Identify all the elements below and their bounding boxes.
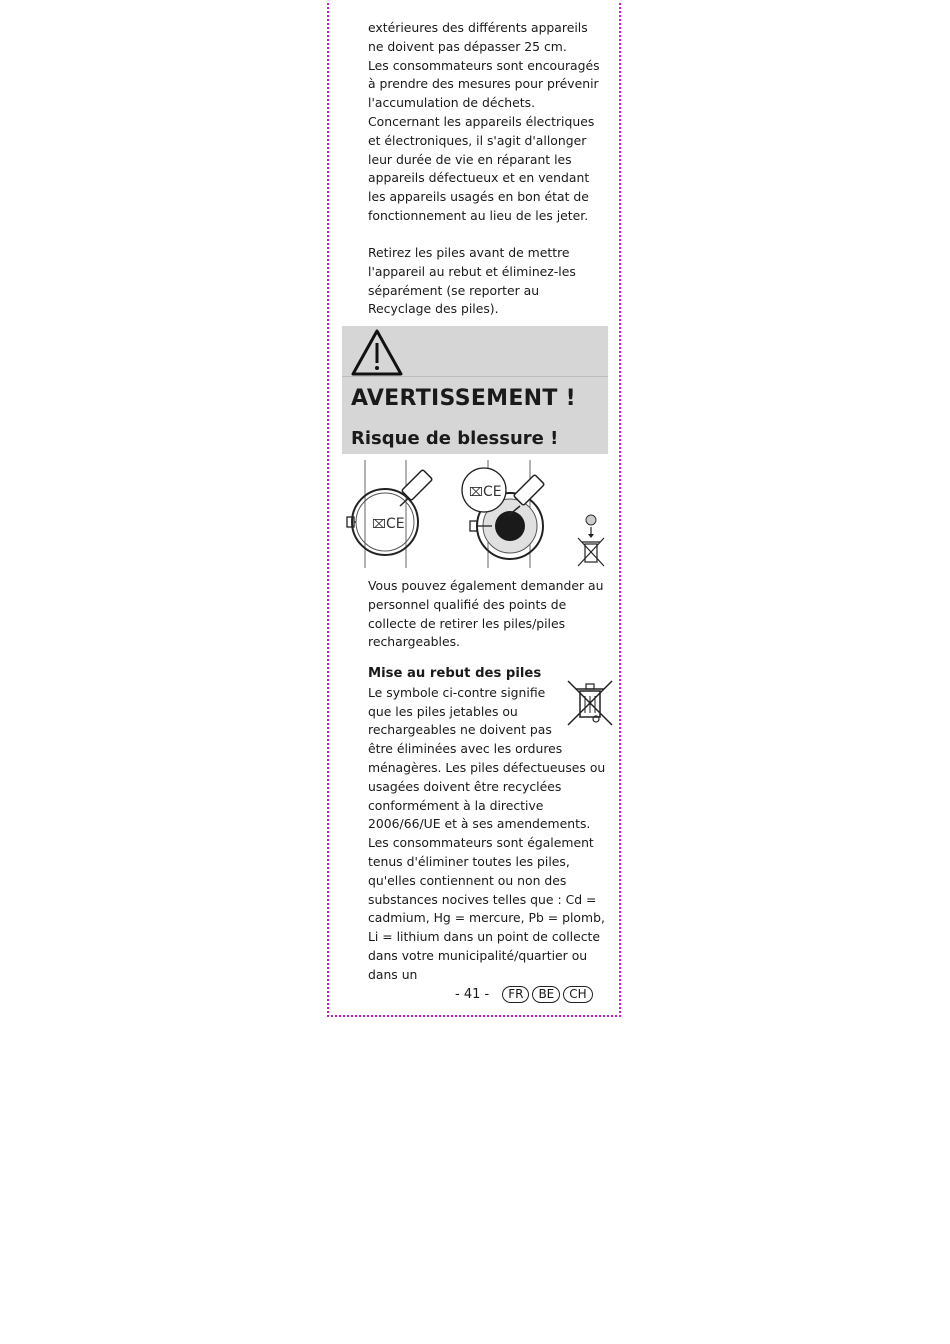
collect-block — [368, 577, 606, 652]
top-text-block — [368, 19, 606, 226]
battery-icon — [495, 511, 525, 541]
page-footer — [455, 986, 593, 1003]
country-badge: FR — [502, 986, 529, 1003]
watch-back-icon — [347, 460, 418, 568]
disposal-text: Le symbole ci-contre signifie que les piles jetables ou rechargeables ne doivent pas être éliminées avec les ordures ménagères. Les piles défectueuses ou usagées doivent être recyclées conformément à la directive 2006/66/UE et à ses amendements. Les consommateurs sont également tenus d'éliminer toutes les piles, qu'elles contiennent ou non des substances nocives telles que : Cd = cadmium, Hg = mercure, Pb = plomb, Li = lithium dans un point de collecte dans votre municipalité/quartier ou dans un — [368, 684, 606, 982]
battery-removal-block — [368, 244, 606, 319]
warning-triangle-icon — [350, 328, 404, 378]
svg-text:CE: CE — [386, 516, 405, 532]
crossed-bin-icon — [578, 515, 604, 566]
disposal-block — [368, 665, 606, 985]
paragraph: extérieures des différents appareils ne doivent pas dépasser 25 cm. — [368, 20, 588, 54]
warning-subtitle: Risque de blessure ! — [351, 428, 559, 449]
warning-title: AVERTISSEMENT ! — [351, 386, 576, 411]
paragraph: Les consommateurs sont encouragés à prendre des mesures pour prévenir l'accumulation de déchets. — [368, 57, 600, 111]
country-badge: CH — [563, 986, 592, 1003]
warning-box — [342, 326, 608, 454]
battery-replacement-illustration — [342, 460, 608, 572]
crossed-bin-icon — [566, 679, 614, 729]
paragraph: Concernant les appareils électriques et électroniques, il s'agit d'allonger leur durée de vie en réparant les appareils défectueux et en vendant les appareils usagés en bon état de fonctionnement au lieu de les jeter. — [368, 113, 595, 223]
page-number: - 41 - — [455, 987, 490, 1002]
disposal-heading: Mise au rebut des piles — [368, 666, 542, 681]
battery-removal-text: Retirez les piles avant de mettre l'appareil au rebut et éliminez-les séparément (se reporter au Recyclage des piles). — [368, 245, 576, 317]
watch-back-icon — [462, 460, 545, 568]
collect-text: Vous pouvez également demander au personnel qualifié des points de collecte de retirer les piles/piles rechargeables. — [368, 578, 604, 650]
country-badge: BE — [532, 986, 560, 1003]
svg-text:CE: CE — [483, 484, 502, 500]
warning-divider — [342, 376, 608, 377]
svg-text:⌧: ⌧ — [469, 485, 483, 499]
svg-text:⌧: ⌧ — [372, 517, 386, 531]
screwdriver-icon — [400, 469, 433, 506]
